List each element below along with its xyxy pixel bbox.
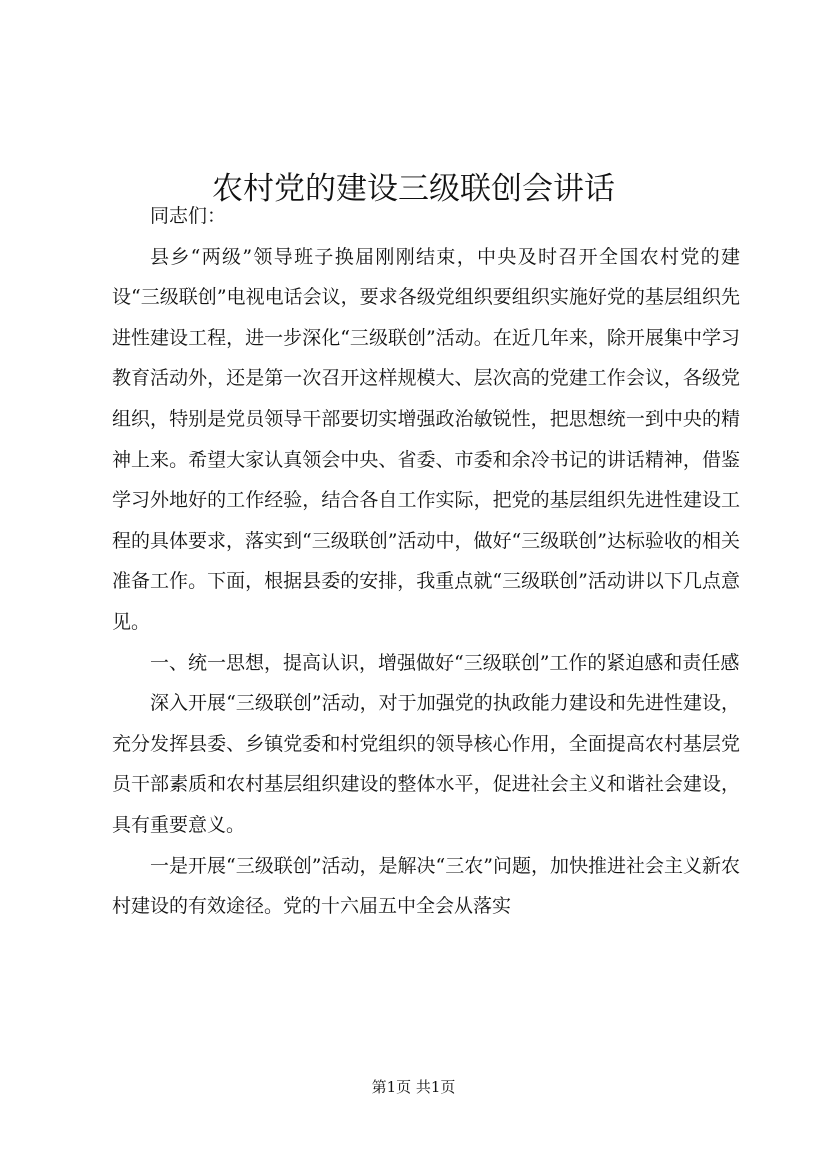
document-body	[112, 196, 740, 927]
document-title: 农村党的建设三级联创会讲话	[212, 170, 615, 207]
salutation: 同志们：	[150, 205, 227, 227]
paragraph: 一是开展“三级联创”活动，是解决“三农”问题，加快推进社会主义新农村建设的有效途径。党的十六届五中全会从落实	[112, 854, 740, 918]
section-heading: 一、统一思想，提高认识，增强做好“三级联创”工作的紧迫感和责任感	[150, 651, 740, 674]
paragraph: 县乡“两级”领导班子换届刚刚结束，中央及时召开全国农村党的建设“三级联创”电视电话会议，要求各级党组织要组织实施好党的基层组织先进性建设工程，进一步深化“三级联创”活动。在近几年来，除开展集中学习教育活动外，还是第一次召开这样规模大、层次高的党建工作会议，各级党组织，特别是党员领导干部要切实增强政治敏锐性，把思想统一到中央的精神上来。希望大家认真领会中央、省委、市委和余冷书记的讲话精神，借鉴学习外地好的工作经验，结合各自工作实际，把党的基层组织先进性建设工程的具体要求，落实到“三级联创”活动中，做好“三级联创”达标验收的相关准备工作。下面，根据县委的安排，我重点就“三级联创”活动讲以下几点意见。	[112, 245, 740, 633]
paragraph: 深入开展“三级联创”活动，对于加强党的执政能力建设和先进性建设，充分发挥县委、乡镇党委和村党组织的领导核心作用，全面提高农村基层党员干部素质和农村基层组织建设的整体水平，促进社会主义和谐社会建设，具有重要意义。	[112, 692, 740, 836]
page-number-footer: 第1页 共1页	[371, 1078, 456, 1096]
